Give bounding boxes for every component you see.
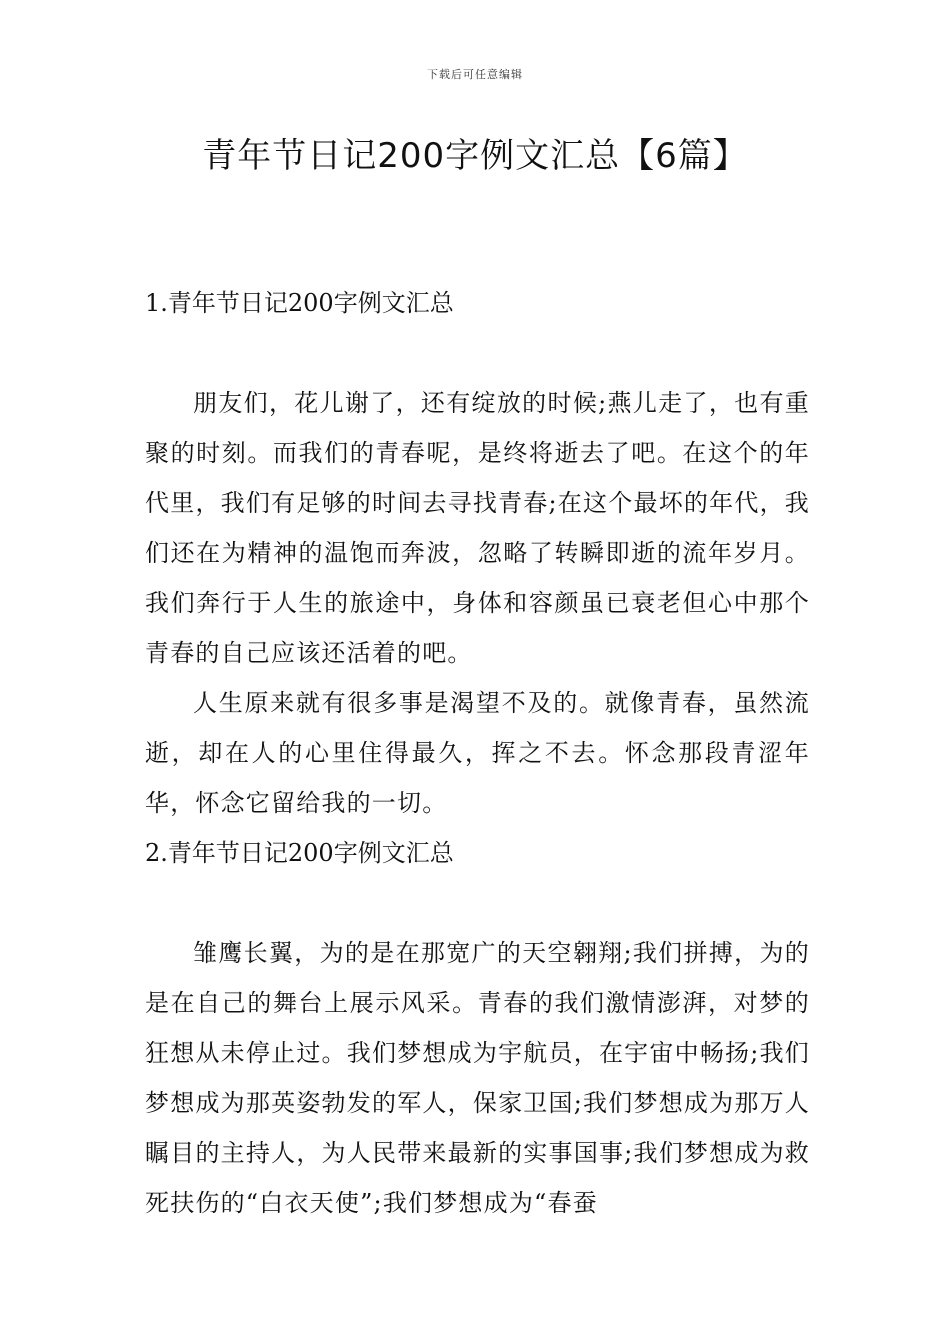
blank-line — [145, 328, 810, 378]
section-2 — [145, 828, 810, 1228]
paragraph: 雏鹰长翼，为的是在那宽广的天空翱翔;我们拼搏，为的是在自己的舞台上展示风采。青春的我们激情澎湃，对梦的狂想从未停止过。我们梦想成为宇航员，在宇宙中畅扬;我们梦想成为那英姿勃发的军人，保家卫国;我们梦想成为那万人瞩目的主持人，为人民带来最新的实事国事;我们梦想成为救死扶伤的“白衣天使”;我们梦想成为“春蚕 — [145, 939, 810, 1217]
header-note: 下载后可任意编辑 — [427, 68, 523, 81]
blank-line — [145, 878, 810, 928]
document-body — [145, 278, 810, 1228]
paragraph: 朋友们，花儿谢了，还有绽放的时候;燕儿走了，也有重聚的时刻。而我们的青春呢，是终将逝去了吧。在这个的年代里，我们有足够的时间去寻找青春;在这个最坏的年代，我们还在为精神的温饱而奔波，忽略了转瞬即逝的流年岁月。我们奔行于人生的旅途中，身体和容颜虽已衰老但心中那个青春的自己应该还活着的吧。 — [145, 389, 810, 667]
section-heading: 2.青年节日记200字例文汇总 — [145, 839, 454, 867]
section-1 — [145, 278, 810, 828]
paragraph: 人生原来就有很多事是渴望不及的。就像青春，虽然流逝，却在人的心里住得最久，挥之不去。怀念那段青涩年华，怀念它留给我的一切。 — [145, 689, 810, 817]
document-title: 青年节日记200字例文汇总【6篇】 — [202, 136, 748, 176]
section-heading: 1.青年节日记200字例文汇总 — [145, 289, 454, 317]
